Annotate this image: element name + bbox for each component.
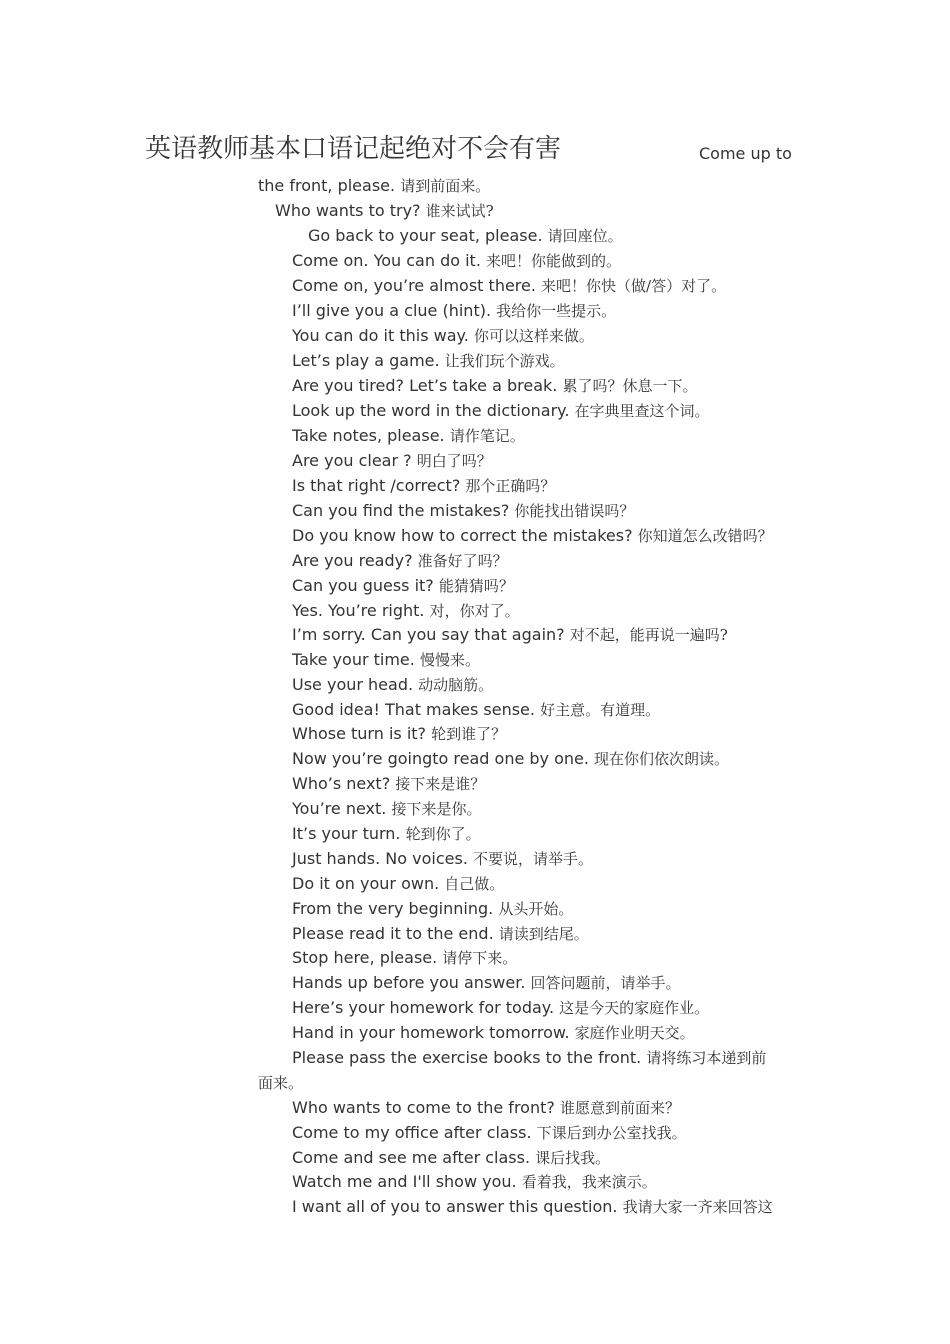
english-phrase: From the very beginning.: [292, 899, 499, 918]
english-phrase: Yes. You’re right.: [292, 601, 430, 620]
english-phrase: Use your head.: [292, 675, 419, 694]
chinese-translation: 慢慢来。: [419, 651, 480, 669]
chinese-translation: 准备好了吗？: [417, 552, 508, 570]
chinese-translation: 动动脑筋。: [418, 676, 494, 694]
english-phrase: Are you clear ?: [292, 451, 417, 470]
phrase-line: [292, 1022, 695, 1045]
phrase-line: [292, 723, 506, 746]
chinese-translation: 现在你们依次朗读。: [594, 750, 730, 768]
chinese-translation: 接下来是谁？: [395, 775, 486, 793]
phrase-line: [292, 250, 621, 273]
chinese-translation: 接下来是你。: [391, 800, 482, 818]
phrase-line: [292, 947, 517, 970]
page-title: 英语教师基本口语记起绝对不会有害: [145, 134, 562, 164]
english-phrase: Please pass the exercise books to the front.: [292, 1048, 647, 1067]
phrase-line: [292, 1171, 657, 1194]
chinese-translation: 请读到结尾。: [498, 925, 589, 943]
phrase-line: [292, 823, 481, 846]
english-phrase: I’m sorry. Can you say that again?: [292, 625, 570, 644]
chinese-translation: 那个正确吗？: [465, 477, 556, 495]
chinese-translation: 自己做。: [444, 875, 505, 893]
english-phrase: Come and see me after class.: [292, 1148, 536, 1167]
chinese-translation: 下课后到办公室找我。: [536, 1124, 687, 1142]
chinese-translation: 轮到你了。: [405, 825, 481, 843]
chinese-translation: 你知道怎么改错吗？: [637, 527, 773, 545]
english-phrase: You can do it this way.: [292, 326, 474, 345]
phrase-line: [292, 1047, 766, 1070]
phrase-line: [292, 674, 493, 697]
phrase-line: [292, 624, 728, 647]
chinese-translation: 好主意。有道理。: [540, 701, 661, 719]
phrase-line: [292, 525, 773, 548]
english-phrase: Who wants to come to the front?: [292, 1098, 560, 1117]
english-phrase: Do it on your own.: [292, 874, 445, 893]
title-tail-text: Come up to: [699, 144, 792, 163]
chinese-translation: 面来。: [258, 1074, 304, 1092]
phrase-line: [292, 550, 508, 573]
english-phrase: Take your time.: [292, 650, 420, 669]
chinese-translation: 请作笔记。: [449, 427, 525, 445]
chinese-translation: 看着我，我来演示。: [521, 1173, 657, 1191]
phrase-line: [292, 699, 660, 722]
english-phrase: Good idea! That makes sense.: [292, 700, 541, 719]
phrase-line: [292, 923, 589, 946]
chinese-translation: 请到前面来。: [400, 177, 491, 195]
english-phrase: Please read it to the end.: [292, 924, 499, 943]
chinese-translation: 这是今天的家庭作业。: [559, 999, 710, 1017]
english-phrase: Are you ready?: [292, 551, 418, 570]
phrase-line: [292, 972, 681, 995]
phrase-line: [292, 475, 555, 498]
phrase-line: [258, 1072, 303, 1095]
phrase-line: [292, 848, 593, 871]
phrase-line: [292, 773, 485, 796]
english-phrase: You’re next.: [292, 799, 392, 818]
english-phrase: the front, please.: [258, 176, 401, 195]
english-phrase: Watch me and I'll show you.: [292, 1172, 522, 1191]
chinese-translation: 对，你对了。: [429, 602, 520, 620]
english-phrase: Here’s your homework for today.: [292, 998, 560, 1017]
phrase-line: [292, 275, 726, 298]
chinese-translation: 来吧！你快（做/答）对了。: [541, 277, 727, 295]
chinese-translation: 累了吗？休息一下。: [562, 377, 698, 395]
english-phrase: Take notes, please.: [292, 426, 450, 445]
english-phrase: Who wants to try?: [275, 201, 426, 220]
phrase-line: [275, 200, 494, 223]
chinese-translation: 你能找出错误吗？: [514, 502, 635, 520]
chinese-translation: 谁来试试?: [425, 202, 494, 220]
phrase-line: [292, 1196, 773, 1219]
english-phrase: Come on, you’re almost there.: [292, 276, 542, 295]
phrase-line: [292, 575, 514, 598]
phrase-line: [292, 325, 594, 348]
chinese-translation: 请停下来。: [442, 949, 518, 967]
phrase-line: [292, 500, 634, 523]
phrase-line: [292, 649, 480, 672]
chinese-translation: 能猜猜吗？: [438, 577, 514, 595]
english-phrase: Is that right /correct?: [292, 476, 466, 495]
phrase-line: [292, 1147, 610, 1170]
phrase-line: [258, 175, 490, 198]
english-phrase: Let’s play a game.: [292, 351, 445, 370]
chinese-translation: 谁愿意到前面来？: [559, 1099, 680, 1117]
english-phrase: Hands up before you answer.: [292, 973, 531, 992]
phrase-line: [292, 873, 504, 896]
english-phrase: Stop here, please.: [292, 948, 443, 967]
phrase-line: [292, 400, 710, 423]
chinese-translation: 你可以这样来做。: [473, 327, 594, 345]
phrase-line: [292, 425, 525, 448]
english-phrase: Are you tired? Let’s take a break.: [292, 376, 563, 395]
chinese-translation: 从头开始。: [498, 900, 574, 918]
english-phrase: Can you guess it?: [292, 576, 439, 595]
phrase-line: [308, 225, 623, 248]
phrase-line: [292, 450, 492, 473]
english-phrase: Who’s next?: [292, 774, 396, 793]
english-phrase: Go back to your seat, please.: [308, 226, 548, 245]
chinese-translation: 家庭作业明天交。: [574, 1024, 695, 1042]
phrase-line: [292, 1097, 680, 1120]
chinese-translation: 我给你一些提示。: [496, 302, 617, 320]
phrase-line: [292, 600, 520, 623]
english-phrase: Look up the word in the dictionary.: [292, 401, 575, 420]
english-phrase: Come to my office after class.: [292, 1123, 537, 1142]
chinese-translation: 请将练习本递到前: [646, 1049, 767, 1067]
english-phrase: Now you’re goingto read one by one.: [292, 749, 595, 768]
chinese-translation: 课后找我。: [535, 1149, 611, 1167]
chinese-translation: 来吧！你能做到的。: [486, 252, 622, 270]
chinese-translation: 明白了吗？: [416, 452, 492, 470]
chinese-translation: 我请大家一齐来回答这: [622, 1198, 773, 1216]
phrase-line: [292, 375, 697, 398]
chinese-translation: 轮到谁了？: [431, 725, 507, 743]
phrase-line: [292, 898, 573, 921]
chinese-translation: 在字典里查这个词。: [574, 402, 710, 420]
english-phrase: Hand in your homework tomorrow.: [292, 1023, 575, 1042]
chinese-translation: 不要说，请举手。: [473, 850, 594, 868]
phrase-line: [292, 350, 565, 373]
chinese-translation: 回答问题前，请举手。: [530, 974, 681, 992]
english-phrase: It’s your turn.: [292, 824, 406, 843]
english-phrase: Can you find the mistakes?: [292, 501, 515, 520]
phrase-line: [292, 997, 709, 1020]
english-phrase: I want all of you to answer this question.: [292, 1197, 623, 1216]
phrase-line: [292, 1122, 687, 1145]
english-phrase: Come on. You can do it.: [292, 251, 486, 270]
english-phrase: Whose turn is it?: [292, 724, 432, 743]
phrase-line: [292, 748, 729, 771]
english-phrase: Just hands. No voices.: [292, 849, 473, 868]
chinese-translation: 请回座位。: [547, 227, 623, 245]
phrase-line: [292, 300, 616, 323]
english-phrase: I’ll give you a clue (hint).: [292, 301, 497, 320]
chinese-translation: 让我们玩个游戏。: [444, 352, 565, 370]
phrase-line: [292, 798, 481, 821]
english-phrase: Do you know how to correct the mistakes?: [292, 526, 638, 545]
chinese-translation: 对不起，能再说一遍吗?: [569, 626, 728, 644]
